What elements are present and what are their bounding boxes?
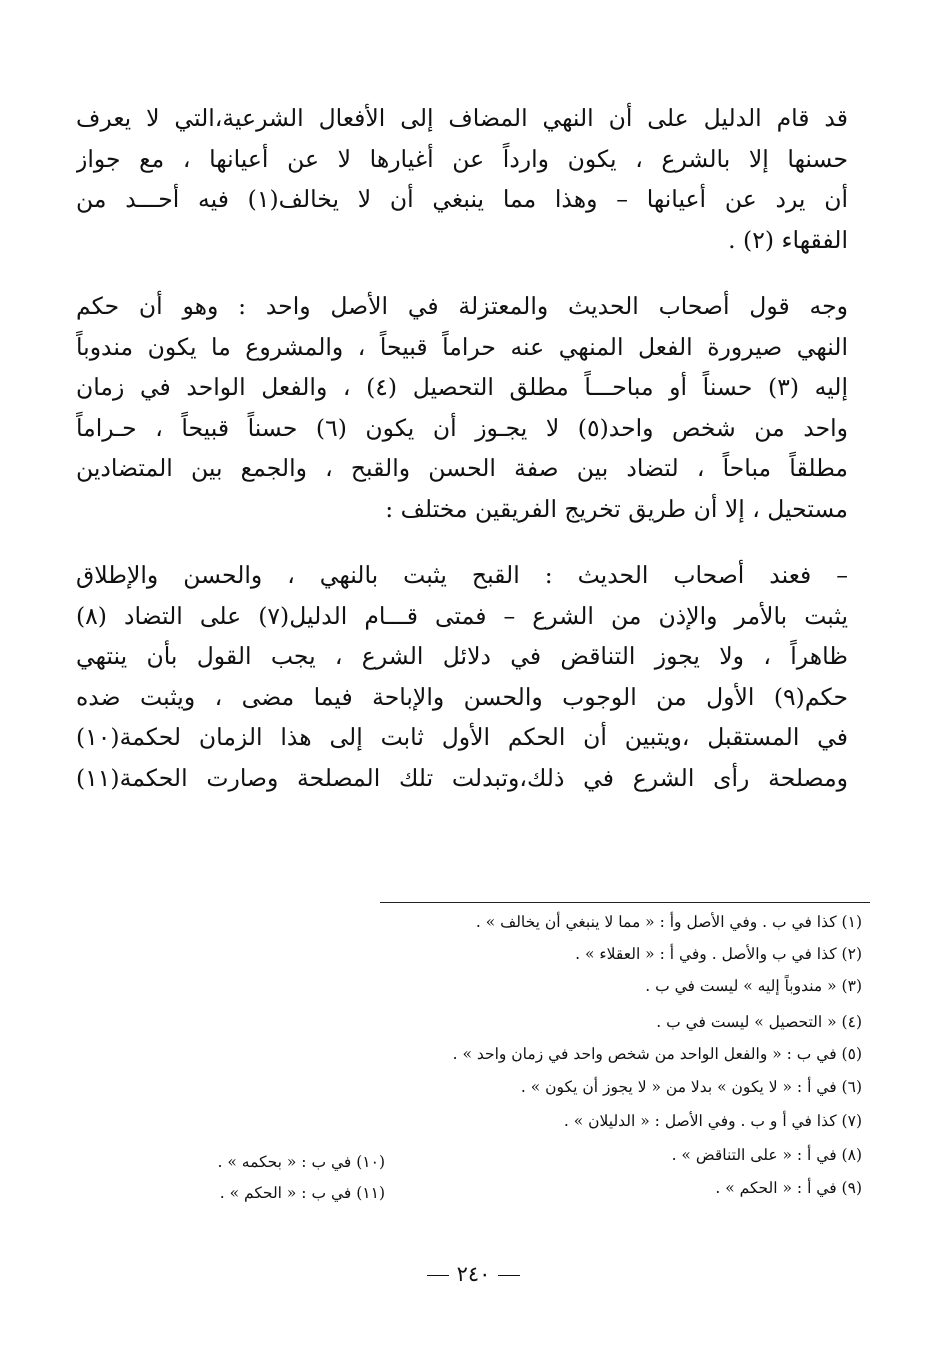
text-line: أن يرد عن أعيانها – وهذا مما ينبغي أن لا يخالف(١) فيه أحـــد من	[76, 185, 848, 213]
text-line: يثبت بالأمر والإذن من الشرع – فمتى قـــام الدليل(٧) على التضاد (٨)	[76, 601, 848, 630]
text-line: واحد من شخص واحد(٥) لا يجـوز أن يكون (٦) حسناً قبيحاً ، حـراماً	[76, 413, 848, 442]
text-line: قد قام الدليل على أن النهي المضاف إلى الأفعال الشرعية،التي لا يعرف	[76, 104, 848, 132]
text-line: حكم(٩) الأول من الوجوب والحسن والإباحة فيما مضى ، ويثبت ضده	[76, 682, 848, 711]
paragraph-2	[76, 286, 848, 529]
footnote-6: (٦) في أ : « لا يكون » بدلا من « لا يجوز أن يكون » .	[520, 1078, 862, 1096]
footnote-4: (٤) « التحصيل » ليست في ب .	[656, 1013, 862, 1031]
text-line: مستحيل ، إلا أن طريق تخريج الفريقين مختلف :	[385, 494, 848, 523]
text-line: حسنها إلا بالشرع ، يكون وارداً عن أغيارها لا عن أعيانها ، مع جواز	[76, 144, 848, 173]
text-line: الفقهاء (٢) .	[728, 225, 848, 254]
text-line: إليه (٣) حسناً أو مباحـــاً مطلق التحصيل (٤) ، والفعل الواحد في زمان	[76, 373, 848, 401]
footnote-10: (١٠) في ب : « بحكمه » .	[217, 1153, 385, 1171]
footnote-separator	[380, 902, 870, 903]
text-line: – فعند أصحاب الحديث : القبح يثبت بالنهي ، والحسن والإطلاق	[76, 561, 848, 589]
text-line: في المستقبل ،ويتبين أن الحكم الأول ثابت إلى هذا الزمان لحكمة(١٠)	[76, 723, 848, 751]
text-line: ومصلحة رأى الشرع في ذلك،وتبدلت تلك المصلحة وصارت الحكمة(١١)	[76, 763, 848, 792]
page-number-dash	[427, 1275, 449, 1276]
text-line: مطلقاً مباحاً ، لتضاد بين صفة الحسن والقبح ، والجمع بين المتضادين	[76, 454, 848, 482]
paragraph-gap	[76, 529, 848, 555]
page-number	[0, 1262, 947, 1286]
paragraph-1	[76, 98, 848, 260]
text-line: وجه قول أصحاب الحديث والمعتزلة في الأصل واحد : وهو أن حكم	[76, 292, 848, 320]
footnote-2: (٢) كذا في ب والأصل . وفي أ : « العقلاء » .	[575, 945, 862, 963]
paragraph-3	[76, 555, 848, 798]
footnote-1: (١) كذا في ب . وفي الأصل وأ : « مما لا ينبغي أن يخالف » .	[475, 913, 862, 931]
footnote-5: (٥) في ب : « والفعل الواحد من شخص واحد في زمان واحد » .	[452, 1045, 862, 1063]
paragraph-gap	[76, 260, 848, 286]
footnote-8: (٨) في أ : « على التناقض » .	[671, 1146, 862, 1164]
footnote-9: (٩) في أ : « الحكم » .	[715, 1179, 862, 1197]
footnote-3: (٣) « مندوباً إليه » ليست في ب .	[645, 977, 862, 995]
page-number-dash	[498, 1275, 520, 1276]
text-line: النهي صيرورة الفعل المنهي عنه حراماً قبيحاً ، والمشروع ما يكون مندوباً	[76, 332, 848, 361]
main-text	[76, 98, 848, 798]
text-line: ظاهراً ، ولا يجوز التناقض في دلائل الشرع ، يجب القول بأن ينتهي	[76, 642, 848, 670]
footnote-7: (٧) كذا في أ و ب . وفي الأصل : « الدليلان » .	[563, 1112, 862, 1130]
page-number-value: ٢٤٠	[456, 1262, 491, 1286]
footnote-11: (١١) في ب : « الحكم » .	[219, 1184, 385, 1202]
